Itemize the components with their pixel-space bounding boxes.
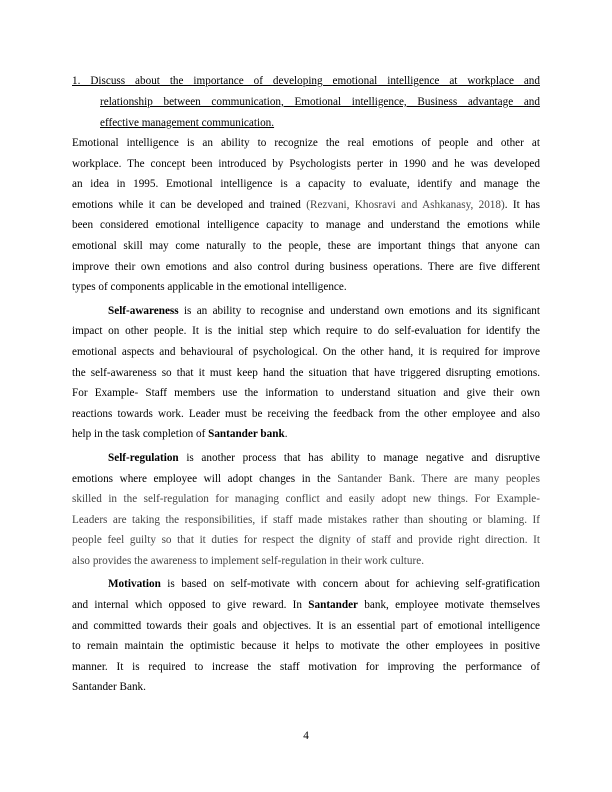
text-line: Leaders are taking the responsibilities, if staff made mistakes rather than shouting or blaming. If bbox=[72, 513, 540, 526]
text-line: types of components applicable in the emotional intelligence. bbox=[72, 281, 347, 294]
text-line: manner. It is required to increase the staff motivation for improving the performance of bbox=[72, 660, 540, 673]
text-segment: is an ability to recognise and understand own emotions and its significant bbox=[178, 304, 540, 317]
text-line: impact on other people. It is the initial step which require to do self-evaluation for identify the bbox=[72, 325, 540, 338]
text-line: Emotional intelligence is an ability to recognize the real emotions of people and other at bbox=[72, 137, 540, 149]
question-heading bbox=[72, 71, 540, 133]
text-line: reactions towards work. Leader must be receiving the feedback from the other employee and also bbox=[72, 407, 540, 420]
text-segment: Santander Bank. There are many peoples bbox=[337, 472, 540, 485]
text-segment: emotions where employee will adopt changes in the bbox=[72, 472, 338, 485]
citation: (Rezvani, Khosravi and Ashkanasy, 2018) bbox=[306, 198, 505, 211]
text-line: skilled in the self-regulation for managing conflict and easily adopt new things. For Example- bbox=[72, 493, 540, 506]
term-self-awareness: Self-awareness bbox=[108, 304, 179, 317]
heading-line-2: relationship between communication, Emotional intelligence, Business advantage and bbox=[100, 95, 540, 108]
text-line: For Example- Staff members use the information to understand situation and give their own bbox=[72, 387, 540, 400]
text-segment: . bbox=[284, 428, 288, 441]
text-line: workplace. The concept been introduced by Psychologists perter in 1990 and he was developed bbox=[72, 157, 540, 170]
heading-line-1: 1. Discuss about the importance of developing emotional intelligence at workplace and bbox=[72, 75, 540, 87]
text-segment: bank, employee motivate themselves bbox=[358, 599, 540, 612]
text-line: to remain maintain the optimistic because it helps to motivate the other employees in positive bbox=[72, 640, 540, 653]
text-segment: is another process that has ability to manage negative and disruptive bbox=[178, 451, 540, 464]
text-line: emotional aspects and behavioural of psychological. On the other hand, it is required for improve bbox=[72, 345, 540, 358]
document-body bbox=[72, 133, 540, 698]
bank-name: Santander bank bbox=[208, 428, 285, 441]
self-awareness-paragraph bbox=[72, 301, 540, 445]
text-line bbox=[72, 301, 540, 322]
text-segment: help in the task completion of bbox=[72, 428, 209, 441]
motivation-paragraph bbox=[72, 574, 540, 698]
term-self-regulation: Self-regulation bbox=[108, 451, 179, 464]
text-line bbox=[72, 424, 540, 445]
text-line: improve their own emotions and also control during business operations. There are five different bbox=[72, 260, 540, 273]
bank-name: Santander bbox=[308, 599, 359, 612]
text-line: also provides the awareness to implement self-regulation in their work culture. bbox=[72, 554, 424, 567]
self-regulation-paragraph bbox=[72, 448, 540, 572]
text-line: and committed towards their goals and objectives. It is an essential part of emotional intelligence bbox=[72, 619, 540, 632]
text-segment: and internal which opposed to give reward. In bbox=[72, 599, 309, 612]
intro-paragraph bbox=[72, 133, 540, 298]
page-number: 4 bbox=[303, 730, 309, 742]
text-line: people feel guilty so that it duties for respect the dignity of staff and provide right direction. It bbox=[72, 534, 540, 547]
text-line: emotional skill may come naturally to the people, these are important things that anyone can bbox=[72, 239, 540, 252]
text-line bbox=[72, 448, 540, 469]
heading-line-3: effective management communication. bbox=[100, 116, 275, 129]
text-line bbox=[72, 574, 540, 595]
term-motivation: Motivation bbox=[108, 578, 161, 591]
text-line bbox=[72, 195, 540, 216]
text-line bbox=[72, 469, 540, 490]
text-segment: is based on self-motivate with concern about for achieving self-gratification bbox=[160, 578, 540, 591]
text-line: been considered emotional intelligence capacity to manage and understand the emotions while bbox=[72, 219, 540, 232]
text-line bbox=[72, 595, 540, 616]
text-segment: . It has bbox=[504, 198, 540, 211]
text-line: an idea in 1995. Emotional intelligence is a capacity to evaluate, identify and manage the bbox=[72, 178, 540, 191]
text-line: Santander Bank. bbox=[72, 681, 146, 694]
text-segment: emotions while it can be developed and trained bbox=[72, 198, 307, 211]
text-line: the self-awareness so that it must keep hand the situation that have triggered disrupting emotions. bbox=[72, 366, 540, 379]
